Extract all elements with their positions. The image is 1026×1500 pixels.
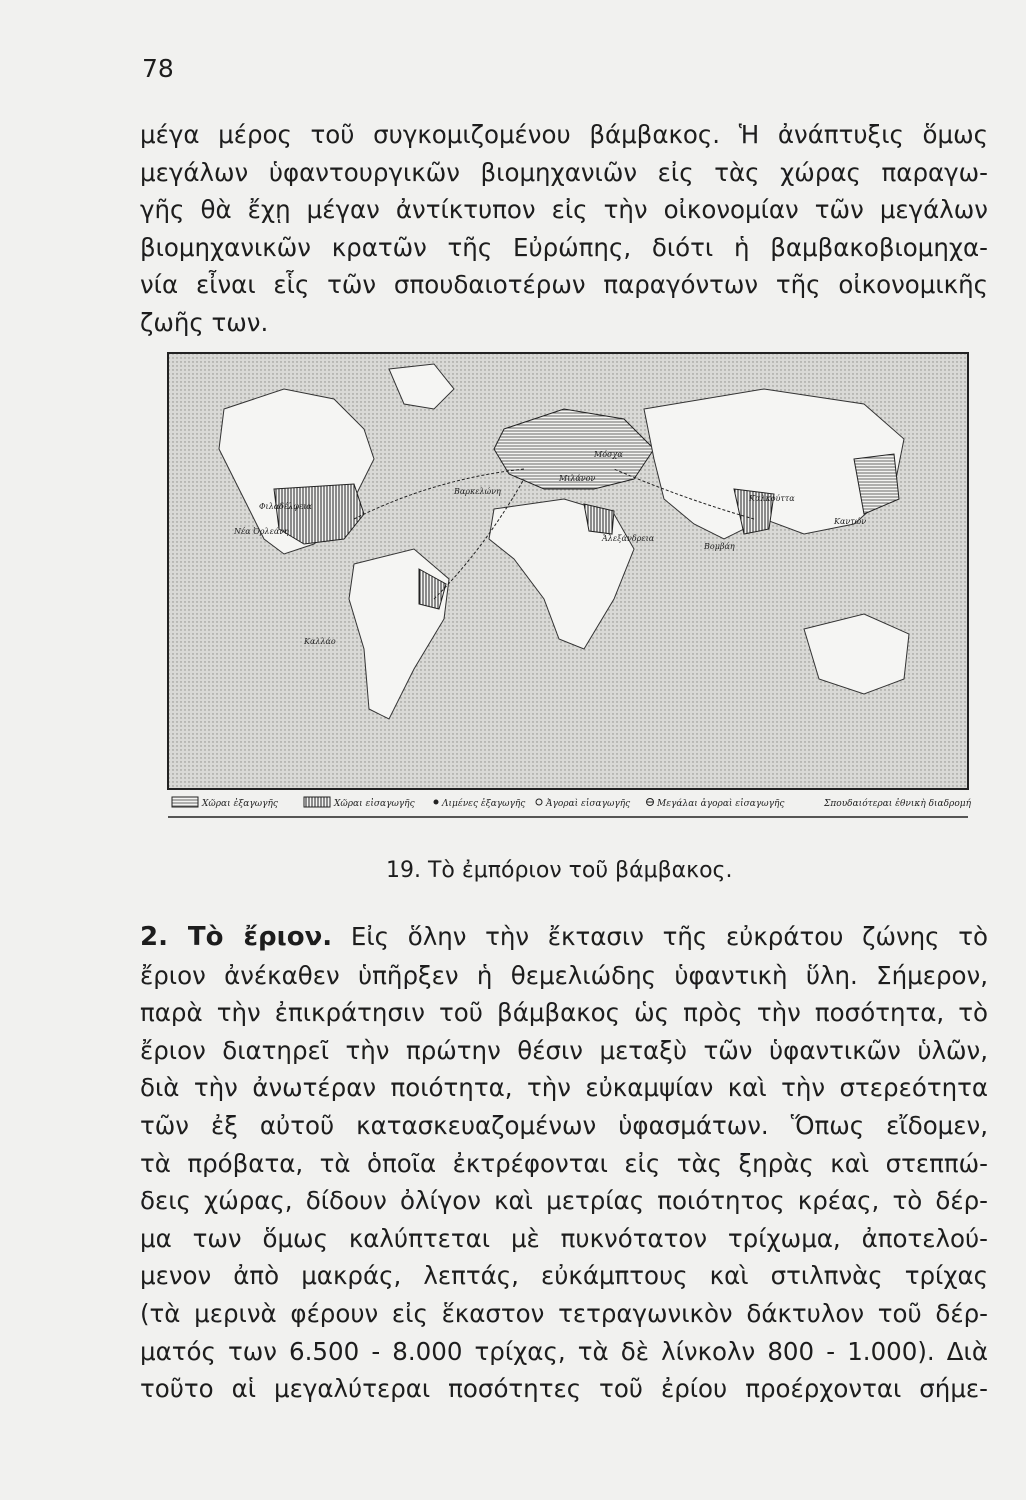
figure-caption: 19. Τὸ ἐμπόριον τοῦ βάμβακος. <box>386 858 733 883</box>
text-line: μα των ὅμως καλύπτεται μὲ πυκνότατον τρίχωμα, ἀποτελού- <box>140 1223 988 1253</box>
map-label-kanton: Καντών <box>834 517 867 526</box>
map-legend <box>172 797 972 809</box>
paragraph-cotton-conclusion <box>140 116 988 342</box>
text-line: ἔριον ἀνέκαθεν ὑπῆρξεν ἡ θεμελιώδης ὑφαντικὴ ὕλη. Σήμερον, <box>140 960 988 990</box>
text-line: γῆς θὰ ἔχῃ μέγαν ἀντίκτυπον εἰς τὴν οἰκονομίαν τῶν μεγάλων <box>140 195 988 225</box>
text-line: (τὰ μερινὰ φέρουν εἰς ἕκαστον τετραγωνικὸν δάκτυλον τοῦ δέρ- <box>140 1298 988 1328</box>
text-line: τῶν ἐξ αὐτοῦ κατασκευαζομένων ὑφασμάτων. Ὅπως εἴδομεν, <box>140 1110 988 1140</box>
map-label-milano: Μιλάνον <box>559 474 596 483</box>
map-label-neo-orleans: Νέα Ὀρλεάνη <box>234 527 289 536</box>
cotton-trade-map <box>164 349 974 827</box>
text-line: βιομηχανικῶν κρατῶν τῆς Εὐρώπης, διότι ἡ βαμβακοβιομηχα- <box>140 232 988 262</box>
map-label-philadelphia: Φιλαδέλφεια <box>259 502 312 511</box>
map-label-bombay: Βομβάη <box>704 542 735 551</box>
text-line: διὰ τὴν ἀνωτέραν ποιότητα, τὴν εὐκαμψίαν καὶ τὴν στερεότητα <box>140 1073 988 1103</box>
text-line: μέγα μέρος τοῦ συγκομιζομένου βάμβακος. Ἡ ἀνάπτυξις ὅμως <box>140 120 988 149</box>
map-label-kalkutta: Καλκούττα <box>749 494 795 503</box>
text-line: ἔριον διατηρεῖ τὴν πρώτην θέσιν μεταξὺ τῶν ὑφαντικῶν ὑλῶν, <box>140 1035 988 1065</box>
text-line: τοῦτο αἱ μεγαλύτεραι ποσότητες τοῦ ἐρίου προέρχονται σήμε- <box>140 1374 988 1404</box>
legend-import-countries: Χῶραι εἰσαγωγῆς <box>334 799 415 809</box>
text-line: δεις χώρας, δίδουν ὀλίγον καὶ μετρίας ποιότητος κρέας, τὸ δέρ- <box>140 1186 988 1216</box>
section-heading: 2. Τὸ ἔριον. <box>140 922 333 952</box>
map-label-kalao: Καλλάο <box>304 637 336 646</box>
legend-export-ports: Λιμένες ἐξαγωγῆς <box>442 799 526 809</box>
legend-major-import-markets: Μεγάλαι ἀγοραὶ εἰσαγωγῆς <box>657 799 785 809</box>
text-line: μενον ἀπὸ μακράς, λεπτάς, εὐκάμπτους καὶ στιλπνὰς τρίχας <box>140 1261 988 1291</box>
paragraph-wool <box>140 918 988 1408</box>
legend-import-markets: Ἀγοραὶ εἰσαγωγῆς <box>546 799 631 809</box>
legend-main-route: Σπουδαιότεραι ἐθνικὴ διαδρομή <box>824 799 971 809</box>
text-line-rest: Εἰς ὅλην τὴν ἔκτασιν τῆς εὐκράτου ζώνης τὸ <box>332 922 988 951</box>
text-line: παρὰ τὴν ἐπικράτησιν τοῦ βάμβακος ὡς πρὸς τὴν ποσότητα, τὸ <box>140 998 988 1028</box>
text-line: τὰ πρόβατα, τὰ ὁποῖα ἐκτρέφονται εἰς τὰς ξηρὰς καὶ στεππώ- <box>140 1148 988 1178</box>
text-line: ματός των 6.500 - 8.000 τρίχας, τὰ δὲ λίνκολν 800 - 1.000). Διὰ <box>140 1336 988 1366</box>
text-line: νία εἶναι εἷς τῶν σπουδαιοτέρων παραγόντων τῆς οἰκονομικῆς <box>140 270 988 300</box>
text-line <box>140 918 988 957</box>
page-number: 78 <box>142 54 174 83</box>
map-label-moscow: Μόσχα <box>594 450 623 459</box>
text-line: μεγάλων ὑφαντουργικῶν βιομηχανιῶν εἰς τὰς χώρας παραγω- <box>140 157 988 187</box>
text-line: ζωῆς των. <box>140 307 269 337</box>
legend-export-countries: Χῶραι ἐξαγωγῆς <box>202 799 278 809</box>
map-label-alexandreia: Ἀλεξάνδρεια <box>602 534 655 543</box>
map-label-barcelona: Βαρκελώνη <box>454 487 501 496</box>
